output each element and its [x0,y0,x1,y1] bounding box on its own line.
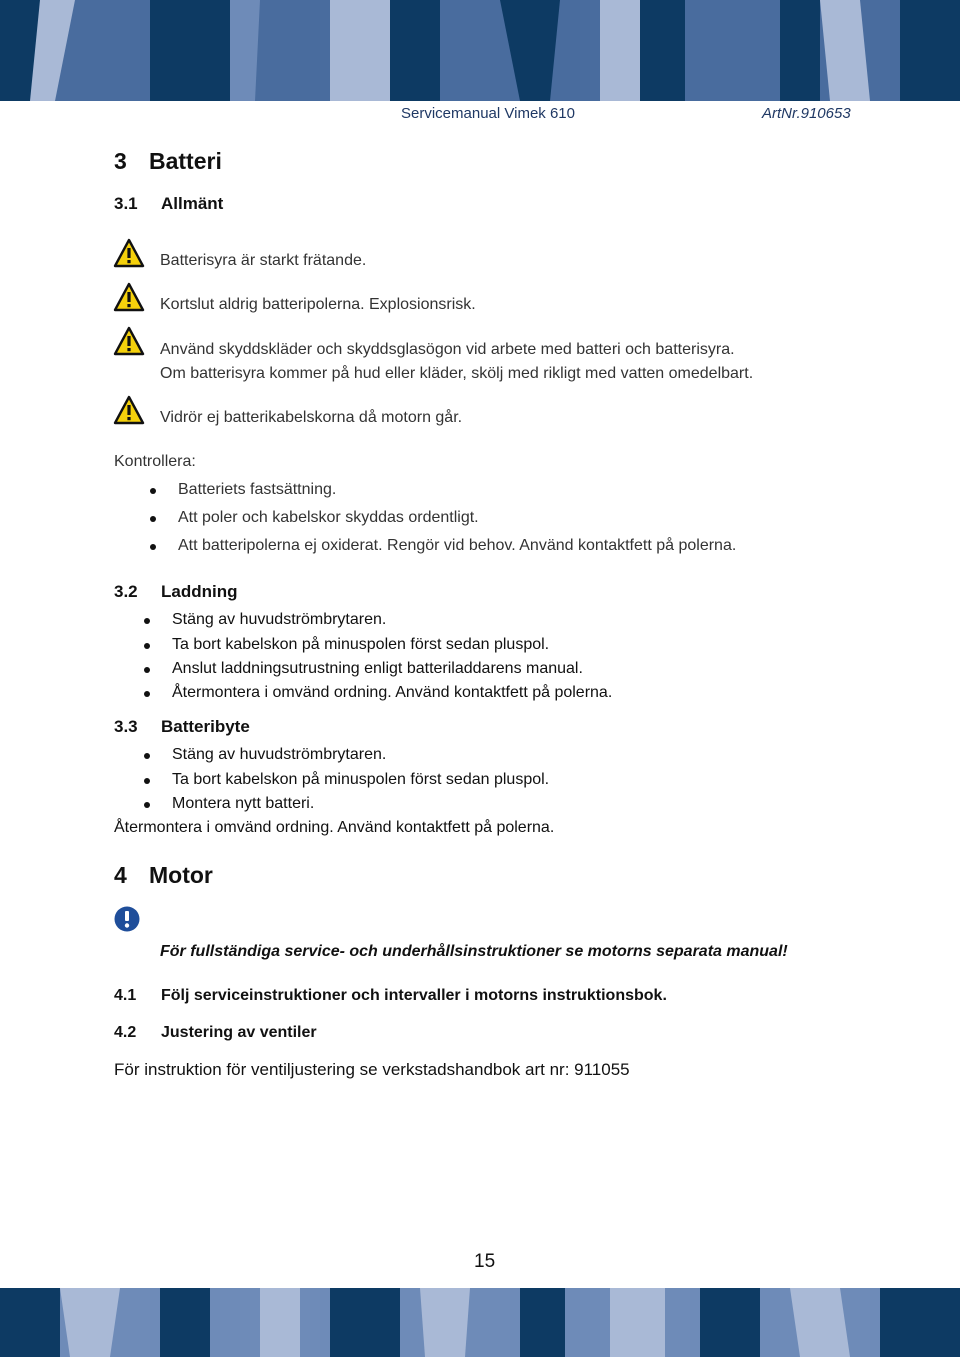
info-exclamation-icon [114,906,140,932]
section-3-1-number: 3.1 [114,194,138,213]
list-item: Stäng av huvudströmbrytaren. [172,746,387,763]
warning-text: Vidrör ej batterikabelskorna då motorn går. [160,409,463,426]
warning-text: Om batterisyra kommer på hud eller kläder, skölj med rikligt med vatten omedelbart. [160,365,754,382]
section-4-2-number: 4.2 [114,1024,137,1041]
paragraph: För instruktion för ventiljustering se verkstadshandbok art nr: 911055 [114,1060,630,1079]
warning-triangle-icon [113,395,145,425]
bullet [144,802,150,808]
warning-triangle-icon [113,238,145,268]
warning-text: Batterisyra är starkt frätande. [160,252,367,269]
section-3-3-title: Batteribyte [161,717,250,736]
section-3-title: Batteri [149,148,222,174]
warning-text: Kortslut aldrig batteripolerna. Explosionsrisk. [160,296,476,313]
bullet [144,643,150,649]
bullet [144,667,150,673]
section-3-2-number: 3.2 [114,582,138,601]
section-4-1-title: Följ serviceinstruktioner och intervaller i motorns instruktionsbok. [161,987,667,1004]
bullet [144,618,150,624]
bullet [150,516,156,522]
list-item: Batteriets fastsättning. [178,481,337,498]
list-item: Montera nytt batteri. [172,795,315,812]
header-decoration [0,0,960,101]
list-item: Ta bort kabelskon på minuspolen först sedan pluspol. [172,636,550,653]
warning-triangle-icon [113,326,145,356]
list-item: Stäng av huvudströmbrytaren. [172,611,387,628]
section-4-2-title: Justering av ventiler [161,1024,317,1041]
section-3-1-title: Allmänt [161,194,224,213]
list-item: Återmontera i omvänd ordning. Använd kontaktfett på polerna. [172,684,613,701]
paragraph: Återmontera i omvänd ordning. Använd kontaktfett på polerna. [114,819,555,836]
bullet [150,544,156,550]
bullet [150,488,156,494]
bullet [144,778,150,784]
section-4-number: 4 [114,862,127,888]
warning-triangle-icon [113,282,145,312]
manual-title: Servicemanual Vimek 610 [401,105,575,122]
footer-decoration [0,1288,960,1357]
check-label: Kontrollera: [114,453,196,470]
section-3-2-title: Laddning [161,582,238,601]
article-number: ArtNr.910653 [762,105,851,122]
bullet [144,691,150,697]
notice-text: För fullständiga service- och underhållsinstruktioner se motorns separata manual! [160,943,788,960]
warning-text: Använd skyddskläder och skyddsglasögon vid arbete med batteri och batterisyra. [160,341,735,358]
list-item: Att poler och kabelskor skyddas ordentligt. [178,509,479,526]
page-number: 15 [474,1251,496,1272]
section-3-3-number: 3.3 [114,717,138,736]
list-item: Att batteripolerna ej oxiderat. Rengör vid behov. Använd kontaktfett på polerna. [178,537,737,554]
section-3-number: 3 [114,148,127,174]
section-4-1-number: 4.1 [114,987,137,1004]
section-4-title: Motor [149,862,213,888]
list-item: Ta bort kabelskon på minuspolen först sedan pluspol. [172,771,550,788]
bullet [144,753,150,759]
list-item: Anslut laddningsutrustning enligt batteriladdarens manual. [172,660,583,677]
